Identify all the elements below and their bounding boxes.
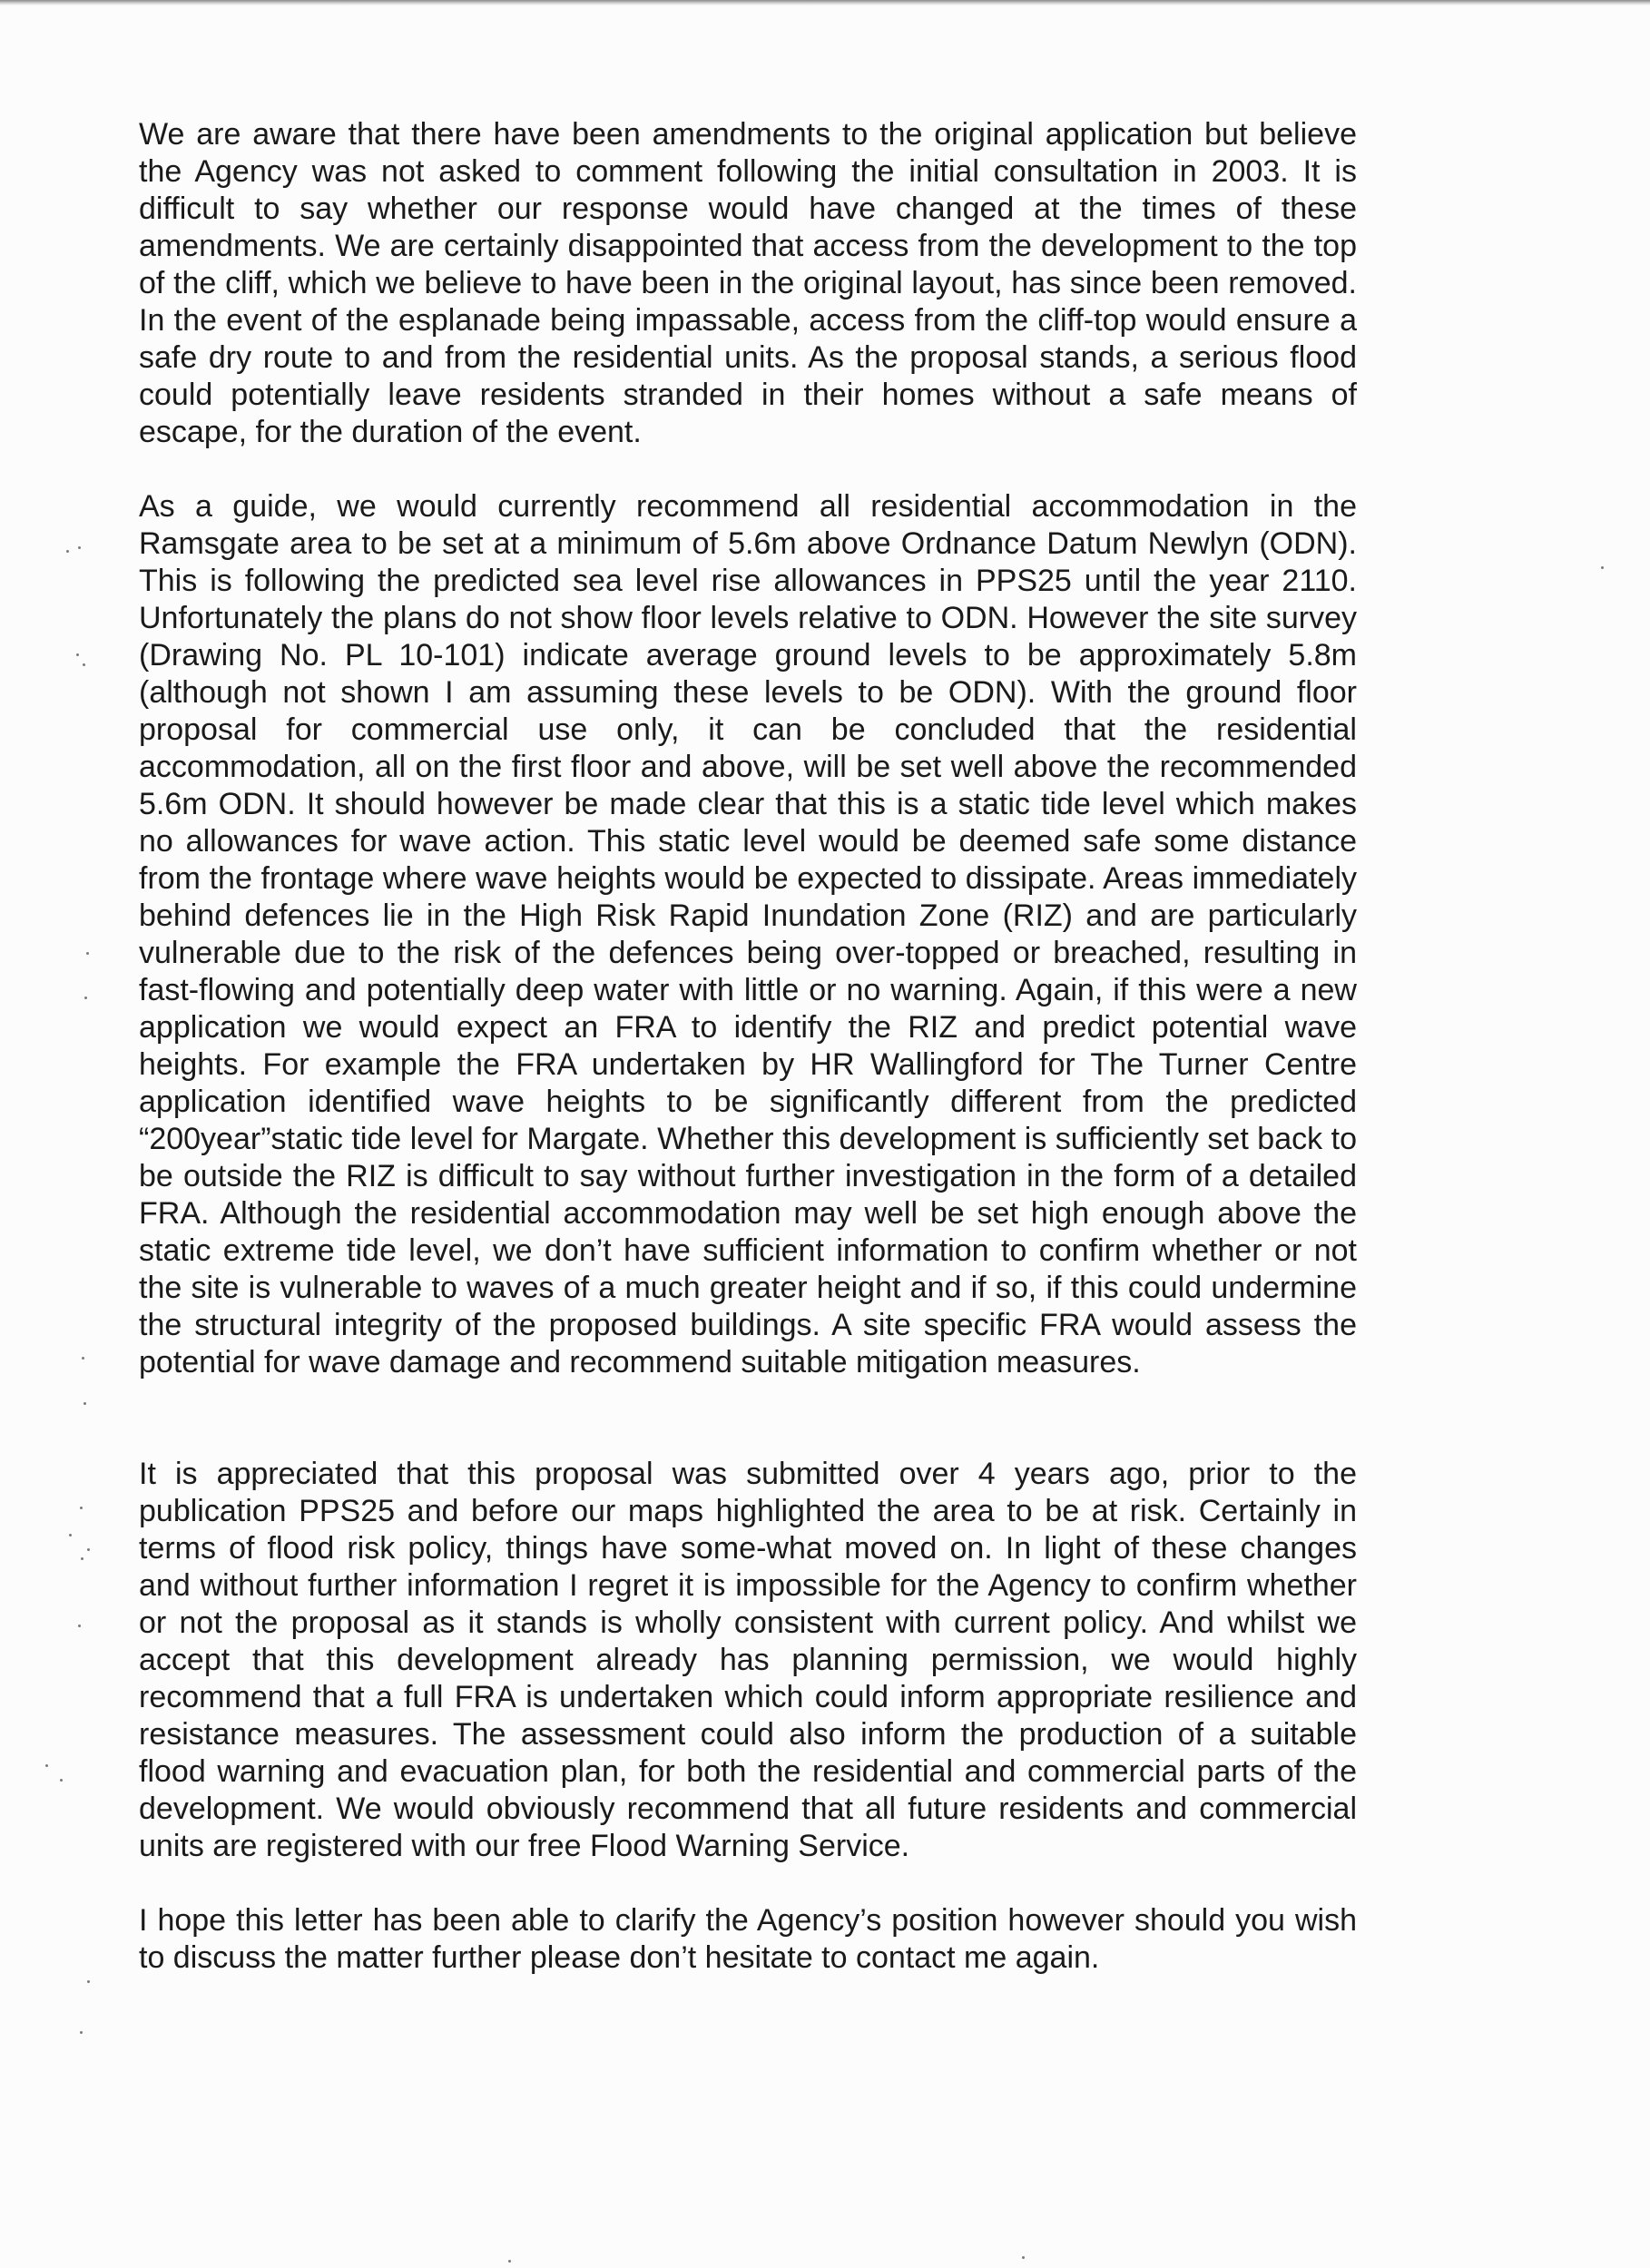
paragraph-amendments: We are aware that there have been amendments to the original application but believe the Agency was not asked to comment following the initial consultation in 2003. It is difficult to say whether our response would have changed at the times of these amendments. We are certainly disappointed that access from the development to the top of the cliff, which we believe to have been in the original layout, has since been removed. In the event of the esplanade being impassable, access from the cliff-top would ensure a safe dry route to and from the residential units. As the proposal stands, a serious flood could potentially leave residents stranded in their homes without a safe means of escape, for the duration of the event. [139, 117, 1357, 449]
scan-speck [83, 1402, 86, 1405]
scan-speck [86, 952, 89, 955]
scan-speck [83, 663, 85, 666]
scan-speck [66, 550, 69, 553]
letter-body [139, 116, 1357, 1977]
scan-speck [78, 546, 81, 549]
scan-speck [76, 653, 79, 656]
scan-speck [84, 997, 87, 999]
scan-speck [508, 2260, 511, 2263]
paragraph-closing: I hope this letter has been able to clarify the Agency’s position however should you wish to discuss the matter further please don’t hesitate to contact me again. [139, 1903, 1357, 1975]
scan-speck [45, 1764, 48, 1767]
scan-speck [80, 2031, 83, 2034]
scan-speck [87, 1980, 90, 1983]
scan-speck [78, 1625, 81, 1627]
scan-speck [80, 1507, 83, 1509]
scan-speck [1601, 566, 1604, 569]
scan-speck [87, 1548, 90, 1551]
scan-top-edge [0, 0, 1650, 5]
scan-speck [81, 1557, 83, 1560]
scan-speck [82, 1357, 84, 1360]
scan-speck [60, 1779, 63, 1782]
scan-speck [1022, 2256, 1025, 2259]
paragraph-floor-levels: As a guide, we would currently recommend all residential accommodation in the Ramsgate area to be set at a minimum of 5.6m above Ordnance Datum Newlyn (ODN). This is following the predicted sea level rise allowances in PPS25 until the year 2110. Unfortunately the plans do not show floor levels relative to ODN. However the site survey (Drawing No. PL 10-101) indicate average ground levels to be approximately 5.8m (although not shown I am assuming these levels to be ODN). With the ground floor proposal for commercial use only, it can be concluded that the residential accommodation, all on the first floor and above, will be set well above the recommended 5.6m ODN. It should however be made clear that this is a static tide level which makes no allowances for wave action. This static level would be deemed safe some distance from the frontage where wave heights would be expected to dissipate. Areas immediately behind defences lie in the High Risk Rapid Inundation Zone (RIZ) and are particularly vulnerable due to the risk of the defences being over-topped or breached, resulting in fast-flowing and potentially deep water with little or no warning. Again, if this were a new application we would expect an FRA to identify the RIZ and predict potential wave heights. For example the FRA undertaken by HR Wallingford for The Turner Centre application identified wave heights to be significantly different from the predicted “200year”static tide level for Margate. Whether this development is sufficiently set back to be outside the RIZ is difficult to say without further investigation in the form of a detailed FRA. Although the residential accommodation may well be set high enough above the static extreme tide level, we don’t have sufficient information to confirm whether or not the site is vulnerable to waves of a much greater height and if so, if this could undermine the structural integrity of the proposed buildings. A site specific FRA would assess the potential for wave damage and recommend suitable mitigation measures. [139, 489, 1357, 1379]
paragraph-policy: It is appreciated that this proposal was submitted over 4 years ago, prior to the publication PPS25 and before our maps highlighted the area to be at risk. Certainly in terms of flood risk policy, things have some-what moved on. In light of these changes and without further information I regret it is impossible for the Agency to confirm whether or not the proposal as it stands is wholly consistent with current policy. And whilst we accept that this development already has planning permission, we would highly recommend that a full FRA is undertaken which could inform appropriate resilience and resistance measures. The assessment could also inform the production of a suitable flood warning and evacuation plan, for both the residential and commercial parts of the development. We would obviously recommend that all future residents and commercial units are registered with our free Flood Warning Service. [139, 1457, 1357, 1863]
scan-speck [69, 1534, 72, 1537]
